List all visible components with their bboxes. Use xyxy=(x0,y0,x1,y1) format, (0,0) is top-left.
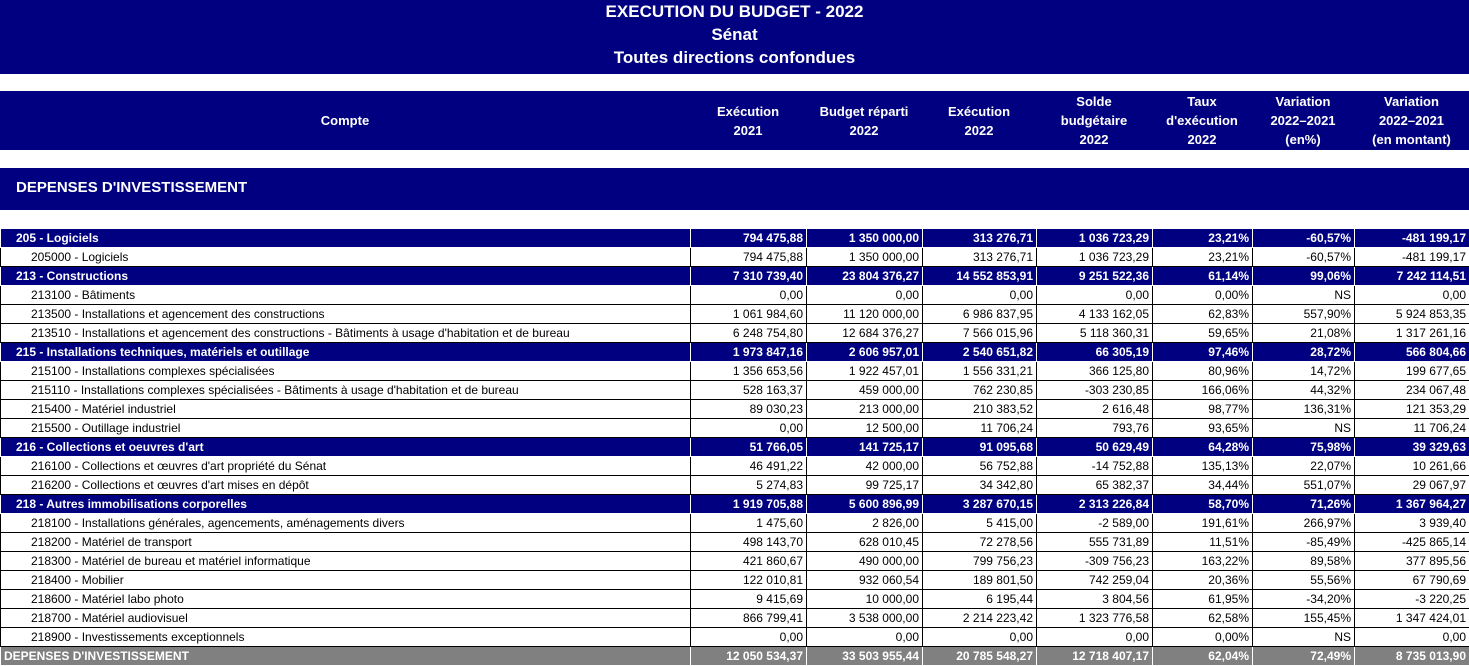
cell-budget-reparti-2022: 10 000,00 xyxy=(807,590,923,609)
header-compte: Compte xyxy=(0,91,690,150)
cell-budget-reparti-2022: 23 804 376,27 xyxy=(807,267,923,286)
cell-variation-montant: 5 924 853,35 xyxy=(1355,305,1469,324)
account-label: 218300 - Matériel de bureau et matériel informatique xyxy=(1,552,691,571)
cell-execution-2022: 0,00 xyxy=(923,286,1037,305)
table-row xyxy=(1,457,1469,476)
cell-variation-montant: 39 329,63 xyxy=(1355,438,1469,457)
cell-variation-pct: -60,57% xyxy=(1253,229,1355,248)
table-row xyxy=(1,571,1469,590)
cell-execution-2021: 12 050 534,37 xyxy=(691,647,807,666)
cell-budget-reparti-2022: 0,00 xyxy=(807,628,923,647)
account-label: 216100 - Collections et œuvres d'art propriété du Sénat xyxy=(1,457,691,476)
cell-taux-execution: 191,61% xyxy=(1153,514,1253,533)
cell-execution-2022: 20 785 548,27 xyxy=(923,647,1037,666)
cell-variation-pct: 89,58% xyxy=(1253,552,1355,571)
cell-variation-pct: -34,20% xyxy=(1253,590,1355,609)
cell-variation-montant: 10 261,66 xyxy=(1355,457,1469,476)
cell-execution-2022: 189 801,50 xyxy=(923,571,1037,590)
account-label: 213500 - Installations et agencement des constructions xyxy=(1,305,691,324)
cell-budget-reparti-2022: 213 000,00 xyxy=(807,400,923,419)
cell-variation-pct: NS xyxy=(1253,286,1355,305)
table-row xyxy=(1,628,1469,647)
cell-variation-pct: 21,08% xyxy=(1253,324,1355,343)
table-row xyxy=(1,476,1469,495)
cell-budget-reparti-2022: 5 600 896,99 xyxy=(807,495,923,514)
cell-solde-budgetaire: 4 133 162,05 xyxy=(1037,305,1153,324)
cell-solde-budgetaire: 2 616,48 xyxy=(1037,400,1153,419)
cell-budget-reparti-2022: 628 010,45 xyxy=(807,533,923,552)
cell-solde-budgetaire: 366 125,80 xyxy=(1037,362,1153,381)
cell-variation-pct: 155,45% xyxy=(1253,609,1355,628)
header-solde-budgetaire: Solde budgétaire 2022 xyxy=(1036,91,1152,150)
cell-execution-2021: 421 860,67 xyxy=(691,552,807,571)
cell-execution-2021: 794 475,88 xyxy=(691,229,807,248)
account-label: 215500 - Outillage industriel xyxy=(1,419,691,438)
cell-solde-budgetaire: -14 752,88 xyxy=(1037,457,1153,476)
cell-execution-2021: 1 475,60 xyxy=(691,514,807,533)
cell-taux-execution: 61,95% xyxy=(1153,590,1253,609)
account-label: 218700 - Matériel audiovisuel xyxy=(1,609,691,628)
group-row xyxy=(1,495,1469,514)
cell-solde-budgetaire: 0,00 xyxy=(1037,286,1153,305)
cell-variation-montant: -481 199,17 xyxy=(1355,248,1469,267)
cell-execution-2021: 1 356 653,56 xyxy=(691,362,807,381)
cell-execution-2022: 1 556 331,21 xyxy=(923,362,1037,381)
cell-budget-reparti-2022: 12 684 376,27 xyxy=(807,324,923,343)
account-label: 216200 - Collections et œuvres d'art mises en dépôt xyxy=(1,476,691,495)
cell-variation-montant: 566 804,66 xyxy=(1355,343,1469,362)
table-row xyxy=(1,552,1469,571)
cell-execution-2022: 0,00 xyxy=(923,628,1037,647)
cell-taux-execution: 58,70% xyxy=(1153,495,1253,514)
cell-execution-2022: 6 195,44 xyxy=(923,590,1037,609)
header-taux-execution: Taux d'exécution 2022 xyxy=(1152,91,1252,150)
cell-execution-2021: 0,00 xyxy=(691,286,807,305)
cell-execution-2021: 6 248 754,80 xyxy=(691,324,807,343)
cell-taux-execution: 98,77% xyxy=(1153,400,1253,419)
account-label: 218400 - Mobilier xyxy=(1,571,691,590)
account-label: 213 - Constructions xyxy=(1,267,691,286)
cell-execution-2022: 7 566 015,96 xyxy=(923,324,1037,343)
cell-variation-montant: 0,00 xyxy=(1355,286,1469,305)
table-row xyxy=(1,400,1469,419)
cell-budget-reparti-2022: 1 350 000,00 xyxy=(807,248,923,267)
cell-budget-reparti-2022: 42 000,00 xyxy=(807,457,923,476)
cell-taux-execution: 23,21% xyxy=(1153,229,1253,248)
table-row xyxy=(1,533,1469,552)
account-label: 215110 - Installations complexes spécialisées - Bâtiments à usage d'habitation et de bureau xyxy=(1,381,691,400)
cell-execution-2021: 528 163,37 xyxy=(691,381,807,400)
cell-variation-pct: NS xyxy=(1253,628,1355,647)
cell-execution-2021: 51 766,05 xyxy=(691,438,807,457)
cell-taux-execution: 64,28% xyxy=(1153,438,1253,457)
cell-taux-execution: 97,46% xyxy=(1153,343,1253,362)
cell-execution-2022: 313 276,71 xyxy=(923,248,1037,267)
report-title-band xyxy=(0,0,1469,74)
table-row xyxy=(1,305,1469,324)
cell-execution-2021: 1 919 705,88 xyxy=(691,495,807,514)
cell-taux-execution: 62,83% xyxy=(1153,305,1253,324)
header-execution-2021: Exécution 2021 xyxy=(690,91,806,150)
cell-budget-reparti-2022: 1 350 000,00 xyxy=(807,229,923,248)
cell-solde-budgetaire: 1 036 723,29 xyxy=(1037,229,1153,248)
cell-variation-pct: 266,97% xyxy=(1253,514,1355,533)
cell-execution-2021: 794 475,88 xyxy=(691,248,807,267)
table-row xyxy=(1,419,1469,438)
cell-variation-montant: 0,00 xyxy=(1355,628,1469,647)
group-row xyxy=(1,438,1469,457)
cell-execution-2022: 72 278,56 xyxy=(923,533,1037,552)
cell-variation-pct: 72,49% xyxy=(1253,647,1355,666)
cell-variation-montant: 121 353,29 xyxy=(1355,400,1469,419)
cell-variation-montant: 1 317 261,16 xyxy=(1355,324,1469,343)
cell-execution-2022: 210 383,52 xyxy=(923,400,1037,419)
cell-variation-montant: -3 220,25 xyxy=(1355,590,1469,609)
cell-solde-budgetaire: 3 804,56 xyxy=(1037,590,1153,609)
cell-variation-pct: 557,90% xyxy=(1253,305,1355,324)
account-label: 205000 - Logiciels xyxy=(1,248,691,267)
cell-taux-execution: 93,65% xyxy=(1153,419,1253,438)
cell-execution-2021: 0,00 xyxy=(691,419,807,438)
cell-solde-budgetaire: 0,00 xyxy=(1037,628,1153,647)
account-label: 216 - Collections et oeuvres d'art xyxy=(1,438,691,457)
cell-execution-2022: 2 214 223,42 xyxy=(923,609,1037,628)
table-row xyxy=(1,362,1469,381)
cell-execution-2021: 866 799,41 xyxy=(691,609,807,628)
cell-execution-2022: 5 415,00 xyxy=(923,514,1037,533)
cell-budget-reparti-2022: 33 503 955,44 xyxy=(807,647,923,666)
cell-budget-reparti-2022: 2 826,00 xyxy=(807,514,923,533)
cell-taux-execution: 61,14% xyxy=(1153,267,1253,286)
account-label: 218900 - Investissements exceptionnels xyxy=(1,628,691,647)
cell-execution-2021: 0,00 xyxy=(691,628,807,647)
cell-solde-budgetaire: -303 230,85 xyxy=(1037,381,1153,400)
account-label: 218100 - Installations générales, agencements, aménagements divers xyxy=(1,514,691,533)
cell-variation-montant: 1 367 964,27 xyxy=(1355,495,1469,514)
cell-execution-2021: 46 491,22 xyxy=(691,457,807,476)
cell-taux-execution: 62,04% xyxy=(1153,647,1253,666)
header-variation-pct: Variation 2022–2021 (en%) xyxy=(1252,91,1354,150)
section-title: DEPENSES D'INVESTISSEMENT xyxy=(16,179,247,196)
cell-execution-2021: 9 415,69 xyxy=(691,590,807,609)
cell-budget-reparti-2022: 2 606 957,01 xyxy=(807,343,923,362)
cell-solde-budgetaire: 793,76 xyxy=(1037,419,1153,438)
cell-execution-2022: 3 287 670,15 xyxy=(923,495,1037,514)
account-label: 213510 - Installations et agencement des constructions - Bâtiments à usage d'habitation et de bureau xyxy=(1,324,691,343)
report-title: EXECUTION DU BUDGET - 2022 xyxy=(0,0,1469,23)
table-row xyxy=(1,514,1469,533)
cell-execution-2022: 11 706,24 xyxy=(923,419,1037,438)
cell-variation-montant: 67 790,69 xyxy=(1355,571,1469,590)
cell-taux-execution: 23,21% xyxy=(1153,248,1253,267)
cell-budget-reparti-2022: 1 922 457,01 xyxy=(807,362,923,381)
cell-variation-pct: 14,72% xyxy=(1253,362,1355,381)
cell-solde-budgetaire: 1 323 776,58 xyxy=(1037,609,1153,628)
table-row xyxy=(1,381,1469,400)
report-entity: Sénat xyxy=(0,23,1469,46)
cell-execution-2022: 762 230,85 xyxy=(923,381,1037,400)
cell-variation-pct: NS xyxy=(1253,419,1355,438)
cell-solde-budgetaire: 66 305,19 xyxy=(1037,343,1153,362)
cell-variation-montant: -425 865,14 xyxy=(1355,533,1469,552)
cell-budget-reparti-2022: 141 725,17 xyxy=(807,438,923,457)
cell-variation-pct: 71,26% xyxy=(1253,495,1355,514)
account-label: DEPENSES D'INVESTISSEMENT xyxy=(1,647,691,666)
cell-execution-2021: 498 143,70 xyxy=(691,533,807,552)
cell-execution-2021: 89 030,23 xyxy=(691,400,807,419)
cell-solde-budgetaire: 1 036 723,29 xyxy=(1037,248,1153,267)
cell-taux-execution: 135,13% xyxy=(1153,457,1253,476)
cell-execution-2022: 56 752,88 xyxy=(923,457,1037,476)
cell-variation-montant: 29 067,97 xyxy=(1355,476,1469,495)
cell-variation-pct: 551,07% xyxy=(1253,476,1355,495)
cell-budget-reparti-2022: 11 120 000,00 xyxy=(807,305,923,324)
cell-taux-execution: 163,22% xyxy=(1153,552,1253,571)
cell-execution-2021: 5 274,83 xyxy=(691,476,807,495)
cell-variation-pct: -60,57% xyxy=(1253,248,1355,267)
cell-variation-pct: 99,06% xyxy=(1253,267,1355,286)
cell-execution-2022: 34 342,80 xyxy=(923,476,1037,495)
cell-taux-execution: 11,51% xyxy=(1153,533,1253,552)
header-budget-reparti-2022: Budget réparti 2022 xyxy=(806,91,922,150)
cell-solde-budgetaire: -2 589,00 xyxy=(1037,514,1153,533)
column-header-band xyxy=(0,91,1469,150)
section-band xyxy=(0,168,1469,210)
account-label: 215100 - Installations complexes spécialisées xyxy=(1,362,691,381)
table-row xyxy=(1,609,1469,628)
cell-execution-2021: 122 010,81 xyxy=(691,571,807,590)
account-label: 215 - Installations techniques, matériels et outillage xyxy=(1,343,691,362)
account-label: 218 - Autres immobilisations corporelles xyxy=(1,495,691,514)
cell-budget-reparti-2022: 99 725,17 xyxy=(807,476,923,495)
account-label: 205 - Logiciels xyxy=(1,229,691,248)
cell-execution-2021: 1 061 984,60 xyxy=(691,305,807,324)
table-row xyxy=(1,590,1469,609)
cell-solde-budgetaire: 50 629,49 xyxy=(1037,438,1153,457)
cell-solde-budgetaire: 12 718 407,17 xyxy=(1037,647,1153,666)
cell-taux-execution: 0,00% xyxy=(1153,286,1253,305)
cell-solde-budgetaire: 555 731,89 xyxy=(1037,533,1153,552)
account-label: 213100 - Bâtiments xyxy=(1,286,691,305)
cell-variation-montant: 199 677,65 xyxy=(1355,362,1469,381)
table-row xyxy=(1,248,1469,267)
cell-taux-execution: 0,00% xyxy=(1153,628,1253,647)
cell-taux-execution: 166,06% xyxy=(1153,381,1253,400)
cell-taux-execution: 62,58% xyxy=(1153,609,1253,628)
cell-budget-reparti-2022: 932 060,54 xyxy=(807,571,923,590)
cell-execution-2022: 2 540 651,82 xyxy=(923,343,1037,362)
cell-solde-budgetaire: -309 756,23 xyxy=(1037,552,1153,571)
group-row xyxy=(1,229,1469,248)
cell-variation-montant: 3 939,40 xyxy=(1355,514,1469,533)
table-row xyxy=(1,286,1469,305)
cell-variation-montant: -481 199,17 xyxy=(1355,229,1469,248)
cell-taux-execution: 20,36% xyxy=(1153,571,1253,590)
cell-taux-execution: 80,96% xyxy=(1153,362,1253,381)
report-scope: Toutes directions confondues xyxy=(0,46,1469,69)
total-row xyxy=(1,647,1469,666)
cell-variation-pct: 22,07% xyxy=(1253,457,1355,476)
cell-execution-2022: 91 095,68 xyxy=(923,438,1037,457)
cell-taux-execution: 34,44% xyxy=(1153,476,1253,495)
cell-budget-reparti-2022: 3 538 000,00 xyxy=(807,609,923,628)
table-row xyxy=(1,324,1469,343)
cell-variation-montant: 8 735 013,90 xyxy=(1355,647,1469,666)
cell-solde-budgetaire: 9 251 522,36 xyxy=(1037,267,1153,286)
cell-execution-2022: 6 986 837,95 xyxy=(923,305,1037,324)
cell-variation-montant: 234 067,48 xyxy=(1355,381,1469,400)
cell-variation-pct: 55,56% xyxy=(1253,571,1355,590)
cell-execution-2022: 799 756,23 xyxy=(923,552,1037,571)
cell-solde-budgetaire: 65 382,37 xyxy=(1037,476,1153,495)
cell-solde-budgetaire: 2 313 226,84 xyxy=(1037,495,1153,514)
header-variation-montant: Variation 2022–2021 (en montant) xyxy=(1354,91,1469,150)
cell-variation-montant: 1 347 424,01 xyxy=(1355,609,1469,628)
cell-variation-pct: 75,98% xyxy=(1253,438,1355,457)
cell-execution-2022: 313 276,71 xyxy=(923,229,1037,248)
cell-budget-reparti-2022: 12 500,00 xyxy=(807,419,923,438)
cell-budget-reparti-2022: 0,00 xyxy=(807,286,923,305)
account-label: 218600 - Matériel labo photo xyxy=(1,590,691,609)
cell-variation-montant: 7 242 114,51 xyxy=(1355,267,1469,286)
cell-execution-2022: 14 552 853,91 xyxy=(923,267,1037,286)
header-execution-2022: Exécution 2022 xyxy=(922,91,1036,150)
cell-variation-pct: 44,32% xyxy=(1253,381,1355,400)
cell-variation-montant: 377 895,56 xyxy=(1355,552,1469,571)
cell-budget-reparti-2022: 459 000,00 xyxy=(807,381,923,400)
cell-variation-pct: 136,31% xyxy=(1253,400,1355,419)
group-row xyxy=(1,267,1469,286)
cell-taux-execution: 59,65% xyxy=(1153,324,1253,343)
cell-variation-montant: 11 706,24 xyxy=(1355,419,1469,438)
cell-execution-2021: 7 310 739,40 xyxy=(691,267,807,286)
account-label: 215400 - Matériel industriel xyxy=(1,400,691,419)
budget-table xyxy=(0,228,1469,666)
cell-solde-budgetaire: 742 259,04 xyxy=(1037,571,1153,590)
cell-solde-budgetaire: 5 118 360,31 xyxy=(1037,324,1153,343)
cell-execution-2021: 1 973 847,16 xyxy=(691,343,807,362)
group-row xyxy=(1,343,1469,362)
cell-variation-pct: 28,72% xyxy=(1253,343,1355,362)
account-label: 218200 - Matériel de transport xyxy=(1,533,691,552)
cell-budget-reparti-2022: 490 000,00 xyxy=(807,552,923,571)
cell-variation-pct: -85,49% xyxy=(1253,533,1355,552)
